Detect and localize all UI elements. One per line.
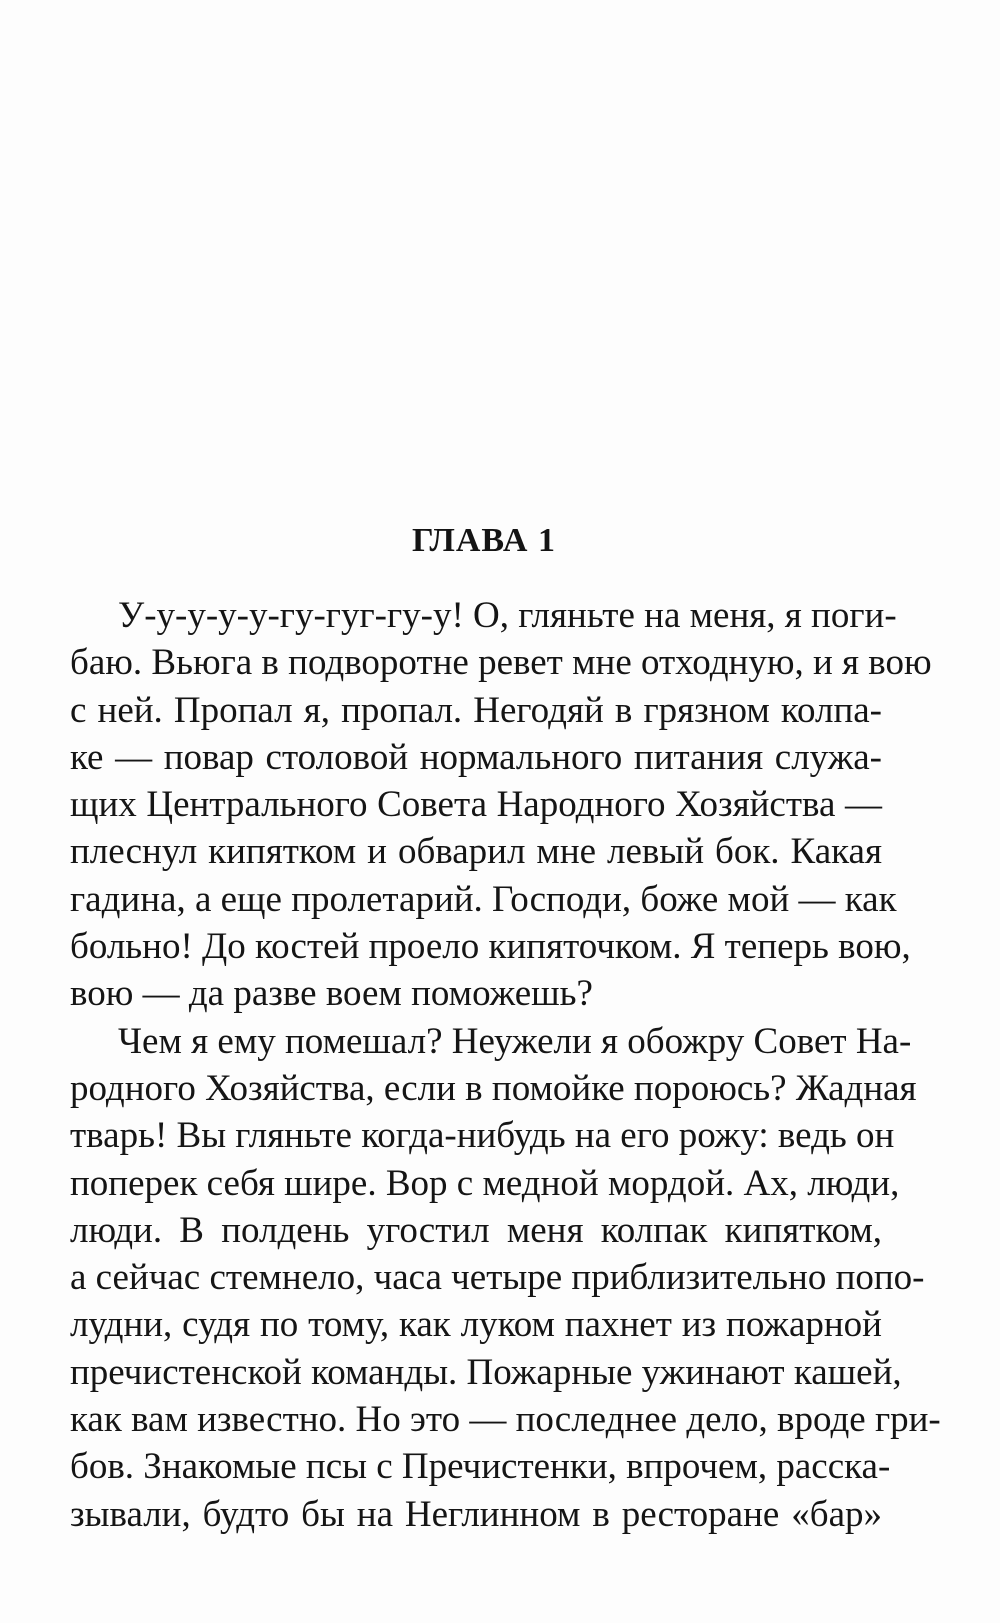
text-line: зывали, будто бы на Неглинном в ресторане «бар»	[70, 1493, 882, 1535]
text-line: бов. Знакомые псы с Пречистенки, впрочем, расска-	[70, 1446, 891, 1488]
text-line: а сейчас стемнело, часа четыре приблизительно попо-	[70, 1257, 925, 1299]
text-line: плеснул кипятком и обварил мне левый бок. Какая	[70, 831, 882, 873]
text-line: тварь! Вы гляньте когда-нибудь на его рожу: ведь он	[70, 1115, 895, 1157]
chapter-title: ГЛАВА 1	[412, 522, 556, 559]
text-line: вою — да разве воем поможешь?	[70, 973, 593, 1015]
text-line: баю. Вьюга в подворотне ревет мне отходную, и я вою	[70, 642, 932, 684]
chapter-text	[70, 592, 941, 1538]
text-line: У-у-у-у-у-гу-гуг-гу-у! О, гляньте на меня, я поги-	[118, 595, 897, 636]
text-line: как вам известно. Но это — последнее дело, вроде гри-	[70, 1399, 941, 1441]
text-line: пречистенской команды. Пожарные ужинают кашей,	[70, 1351, 902, 1393]
text-line: лудни, судя по тому, как луком пахнет из пожарной	[70, 1304, 882, 1346]
text-line: щих Центрального Совета Народного Хозяйства —	[70, 784, 882, 826]
text-line: поперек себя шире. Вор с медной мордой. Ах, люди,	[70, 1162, 900, 1204]
text-line: с ней. Пропал я, пропал. Негодяй в грязном колпа-	[70, 689, 882, 731]
text-line: гадина, а еще пролетарий. Господи, боже мой — как	[70, 878, 897, 920]
text-line: люди. В полдень угостил меня колпак кипятком,	[70, 1209, 882, 1251]
text-line: больно! До костей проело кипяточком. Я теперь вою,	[70, 926, 911, 968]
text-line: ке — повар столовой нормального питания служа-	[70, 736, 882, 778]
text-line: Чем я ему помешал? Неужели я обожру Совет На-	[118, 1020, 912, 1062]
text-line: родного Хозяйства, если в помойке пороюсь? Жадная	[70, 1067, 917, 1109]
